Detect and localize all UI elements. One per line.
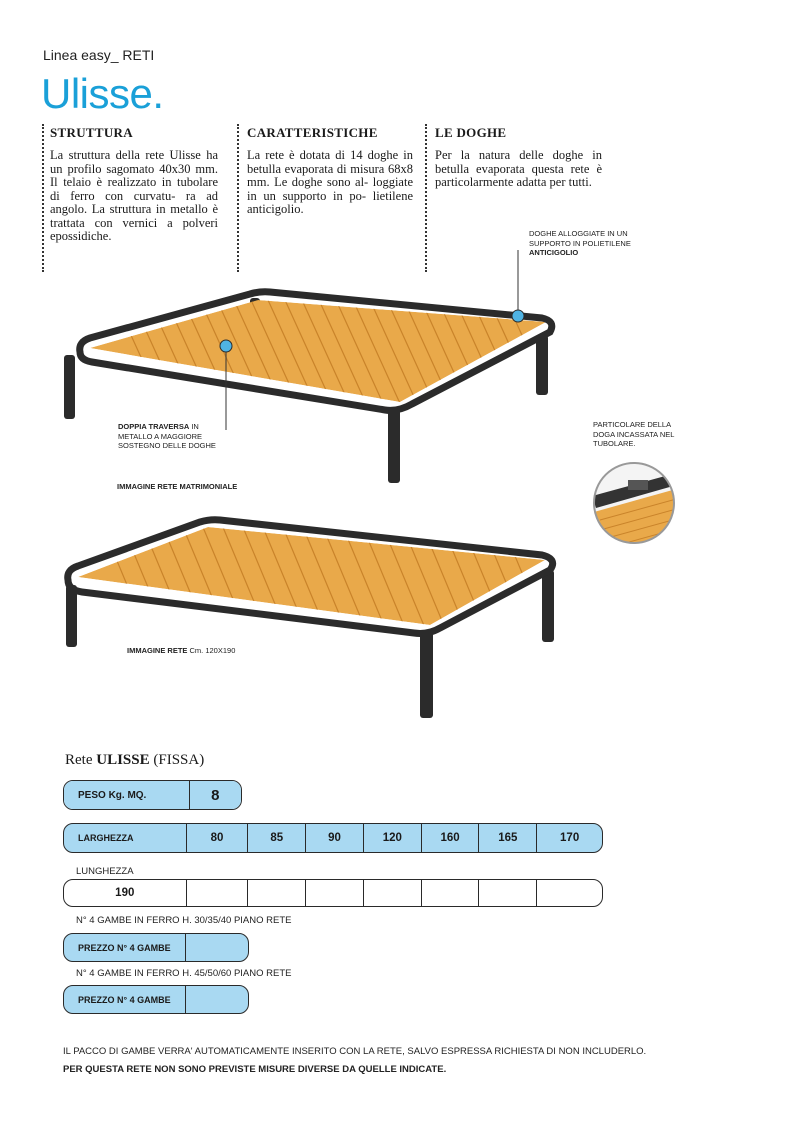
column-text: Per la natura delle doghe in betulla evaporata questa rete è particolarmente adatta per tutti. xyxy=(435,148,602,189)
callout-bold: DOPPIA TRAVERSA xyxy=(118,422,190,431)
bed-leg xyxy=(536,335,548,395)
larghezza-value: 160 xyxy=(422,824,480,852)
prezzo-gambe-row xyxy=(63,933,249,962)
callout-line: DOGHE ALLOGGIATE IN UN xyxy=(529,229,628,238)
slat-detail-image xyxy=(590,460,680,550)
product-title-prefix: Rete xyxy=(65,752,97,768)
bed-120-image xyxy=(66,520,554,718)
callout-line: METALLO A MAGGIORE xyxy=(118,431,203,441)
larghezza-value: 165 xyxy=(479,824,537,852)
product-title xyxy=(65,752,204,769)
callout-marker xyxy=(220,340,232,352)
footer-note: IL PACCO DI GAMBE VERRA' AUTOMATICAMENTE INSERITO CON LA RETE, SALVO ESPRESSA RICHIESTA DI NON INCLUDERLO. xyxy=(63,1046,647,1057)
price-cell xyxy=(248,880,306,906)
caption-bold: IMMAGINE RETE xyxy=(127,646,188,655)
price-cell xyxy=(537,880,602,906)
larghezza-value: 120 xyxy=(364,824,422,852)
callout-bold: ANTICIGOLIO xyxy=(529,248,579,257)
callout-doghe xyxy=(529,229,631,258)
column-heading: STRUTTURA xyxy=(50,125,133,140)
price-cell xyxy=(422,880,480,906)
prezzo-gambe-value xyxy=(186,986,248,1013)
gambe-note: N° 4 GAMBE IN FERRO H. 45/50/60 PIANO RETE xyxy=(76,968,292,979)
gambe-note: N° 4 GAMBE IN FERRO H. 30/35/40 PIANO RETE xyxy=(76,915,292,926)
column-text: La struttura della rete Ulisse ha un profilo sagomato 40x30 mm. Il telaio è realizzato in tubolare di ferro con curvatu- ra ad angolo. La struttura in metallo è trattata con vernici a polveri epossidiche. xyxy=(50,148,218,243)
product-title-name: ULISSE xyxy=(96,752,150,768)
caption-120 xyxy=(127,646,235,655)
peso-label: PESO Kg. MQ. xyxy=(64,781,190,809)
product-title-suffix: (FISSA) xyxy=(149,752,205,768)
larghezza-row xyxy=(63,823,603,853)
larghezza-value: 90 xyxy=(306,824,364,852)
price-cell xyxy=(306,880,364,906)
larghezza-value: 170 xyxy=(560,832,580,844)
caption-rest: Cm. 120X190 xyxy=(187,646,236,655)
prezzo-gambe-label: PREZZO N° 4 GAMBE xyxy=(64,986,186,1013)
price-cell xyxy=(364,880,422,906)
callout-detail xyxy=(593,420,674,449)
callout-line: SUPPORTO IN POLIETILENE xyxy=(529,238,631,248)
lunghezza-label: LUNGHEZZA xyxy=(76,866,134,877)
price-cell xyxy=(187,880,249,906)
series-label: Linea easy_ RETI xyxy=(43,47,155,63)
page-title: Ulisse. xyxy=(41,70,164,117)
larghezza-label: LARGHEZZA xyxy=(64,824,187,852)
price-cell xyxy=(479,880,537,906)
prezzo-gambe-label: PREZZO N° 4 GAMBE xyxy=(64,934,186,961)
prezzo-gambe-row xyxy=(63,985,249,1014)
bed-leg xyxy=(64,355,75,419)
bed-leg xyxy=(542,570,554,642)
bed-leg xyxy=(66,585,77,647)
callout-line: PARTICOLARE DELLA xyxy=(593,420,672,429)
column-text: La rete è dotata di 14 doghe in betulla evaporata di misura 68x8 mm. Le doghe sono al- loggiate in un supporto in po- lietilene anticigolio. xyxy=(247,148,413,216)
footer-note-bold: PER QUESTA RETE NON SONO PREVISTE MISURE DIVERSE DA QUELLE INDICATE. xyxy=(63,1064,447,1075)
larghezza-value: 85 xyxy=(248,824,306,852)
callout-line: TUBOLARE. xyxy=(593,439,636,448)
larghezza-value: 80 xyxy=(187,824,249,852)
bed-leg xyxy=(420,630,433,718)
callout-line: DOGA INCASSATA NEL xyxy=(593,429,675,439)
callout-traversa xyxy=(118,422,216,451)
peso-row xyxy=(63,780,242,810)
callout-line: IN xyxy=(189,422,199,431)
lunghezza-value: 190 xyxy=(64,880,187,906)
column-heading: CARATTERISTICHE xyxy=(247,125,378,140)
callout-line: SOSTEGNO DELLE DOGHE xyxy=(118,441,216,450)
callout-marker xyxy=(512,310,524,322)
bed-leg xyxy=(388,408,400,483)
caption-matrimoniale: IMMAGINE RETE MATRIMONIALE xyxy=(117,482,238,491)
lunghezza-row xyxy=(63,879,603,907)
prezzo-gambe-value xyxy=(186,934,248,961)
peso-value: 8 xyxy=(190,781,241,809)
column-heading: LE DOGHE xyxy=(435,125,507,140)
